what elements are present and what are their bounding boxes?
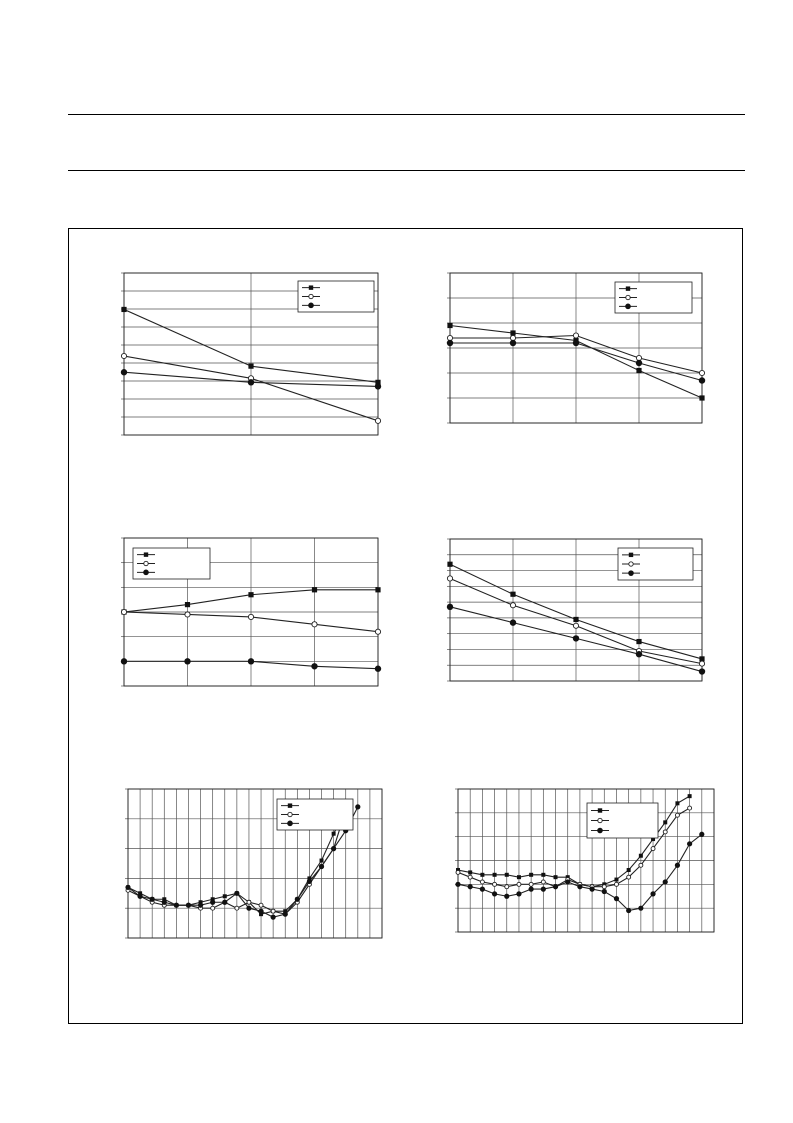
series-3-point — [699, 668, 705, 674]
series-3-point — [650, 891, 655, 896]
series-2-point — [639, 863, 643, 867]
series-3-point — [663, 879, 668, 884]
series-1-point — [510, 330, 515, 335]
series-3-point — [447, 340, 453, 346]
chart-6 — [444, 782, 724, 940]
series-3-point — [248, 379, 254, 385]
series-3-point — [602, 889, 607, 894]
series-3-point — [553, 884, 558, 889]
series-3-point — [184, 658, 190, 664]
legend-marker-2 — [626, 295, 630, 299]
series-1-point — [627, 868, 631, 872]
series-3-point — [137, 894, 142, 899]
series-2-point — [211, 906, 215, 910]
legend — [618, 548, 693, 580]
series-3-point — [510, 619, 516, 625]
series-3-point — [699, 377, 705, 383]
series-3-point — [468, 884, 473, 889]
series-2-point — [375, 418, 380, 423]
series-3-point — [699, 832, 704, 837]
series-1-point — [332, 832, 336, 836]
series-3-point — [331, 846, 336, 851]
series-2-point — [699, 370, 704, 375]
series-3-point — [210, 900, 215, 905]
series-3-point — [311, 663, 317, 669]
series-3-point — [510, 340, 516, 346]
series-3-point — [573, 635, 579, 641]
series-2-point — [247, 900, 251, 904]
series-3-point — [638, 906, 643, 911]
series-1-point — [185, 602, 190, 607]
legend-marker-1 — [144, 552, 148, 556]
series-2-point — [663, 830, 667, 834]
series-3-point — [573, 340, 579, 346]
series-3-point — [258, 909, 263, 914]
series-3-point — [121, 658, 127, 664]
legend-marker-3 — [287, 821, 293, 827]
series-2-point — [456, 870, 460, 874]
legend-marker-3 — [597, 828, 603, 834]
series-2-point — [699, 661, 704, 666]
series-3-point — [162, 900, 167, 905]
series-2-point — [627, 875, 631, 879]
series-2-point — [259, 903, 263, 907]
chart-3 — [110, 532, 390, 697]
header-rule-top — [68, 114, 745, 115]
series-2-point — [651, 847, 655, 851]
series-2-point — [271, 909, 275, 913]
chart-2 — [436, 266, 716, 431]
series-3-point — [355, 804, 360, 809]
series-2-point — [505, 885, 509, 889]
series-1-point — [447, 323, 452, 328]
legend — [277, 799, 353, 830]
legend — [133, 548, 210, 579]
series-3-point — [246, 906, 251, 911]
series-2-point — [493, 882, 497, 886]
series-3-point — [577, 884, 582, 889]
series-1-point — [248, 592, 253, 597]
series-2-point — [573, 623, 578, 628]
series-2-point — [235, 906, 239, 910]
series-2-point — [185, 612, 190, 617]
series-1-point — [614, 878, 618, 882]
legend-marker-1 — [629, 553, 633, 557]
legend-marker-1 — [288, 803, 292, 807]
legend — [298, 281, 374, 312]
series-1-point — [312, 587, 317, 592]
series-3-point — [565, 879, 570, 884]
series-3-point — [675, 863, 680, 868]
series-3-point — [234, 891, 239, 896]
series-3-point — [271, 915, 276, 920]
series-3-point — [626, 908, 631, 913]
series-1-point — [510, 592, 515, 597]
series-3-point — [504, 894, 509, 899]
legend-marker-2 — [629, 562, 633, 566]
chart-5 — [114, 782, 394, 947]
legend-marker-3 — [625, 304, 631, 310]
series-2-point — [248, 614, 253, 619]
series-2-point — [675, 813, 679, 817]
series-2-point — [447, 576, 452, 581]
series-2-point — [468, 875, 472, 879]
series-3-point — [636, 651, 642, 657]
series-3-point — [687, 841, 692, 846]
series-2-point — [529, 882, 533, 886]
series-3-point — [447, 604, 453, 610]
legend-marker-2 — [309, 294, 313, 298]
series-3-point — [174, 903, 179, 908]
series-1-point — [505, 873, 509, 877]
series-2-point — [121, 609, 126, 614]
series-3-point — [283, 912, 288, 917]
series-2-point — [614, 882, 618, 886]
series-1-point — [636, 368, 641, 373]
series-1-point — [573, 617, 578, 622]
series-3-point — [121, 369, 127, 375]
series-3-point — [492, 891, 497, 896]
legend-marker-1 — [626, 286, 630, 290]
series-3-point — [375, 383, 381, 389]
legend-marker-3 — [308, 303, 314, 309]
series-3-point — [529, 887, 534, 892]
series-1-point — [699, 395, 704, 400]
series-3-point — [150, 897, 155, 902]
series-1-point — [688, 794, 692, 798]
legend-marker-3 — [143, 570, 149, 576]
series-1-point — [223, 894, 227, 898]
header-rule-bottom — [68, 170, 745, 171]
legend-marker-1 — [598, 808, 602, 812]
series-1-point — [636, 639, 641, 644]
series-2-point — [573, 333, 578, 338]
series-2-point — [480, 880, 484, 884]
legend — [615, 282, 692, 313]
series-1-point — [554, 875, 558, 879]
series-3-point — [589, 887, 594, 892]
series-2-point — [312, 622, 317, 627]
series-1-point — [248, 364, 253, 369]
series-3-point — [125, 885, 130, 890]
series-3-point — [375, 666, 381, 672]
series-1-point — [468, 870, 472, 874]
series-2-point — [541, 880, 545, 884]
series-2-point — [602, 885, 606, 889]
plot-grid — [455, 789, 714, 932]
series-2-point — [517, 882, 521, 886]
chart-1 — [110, 266, 390, 444]
series-3-point — [319, 864, 324, 869]
series-1-point — [320, 859, 324, 863]
legend-marker-2 — [288, 812, 292, 816]
legend — [587, 803, 658, 838]
series-1-point — [121, 307, 126, 312]
legend-marker-1 — [309, 285, 313, 289]
series-1-point — [447, 562, 452, 567]
series-3-point — [295, 897, 300, 902]
legend-marker-2 — [598, 818, 602, 822]
series-1-point — [541, 873, 545, 877]
series-3-point — [248, 658, 254, 664]
series-2-point — [375, 629, 380, 634]
series-2-point — [688, 806, 692, 810]
series-1-point — [493, 873, 497, 877]
series-3-point — [186, 903, 191, 908]
series-3-point — [636, 360, 642, 366]
series-2-point — [121, 353, 126, 358]
series-3-point — [222, 900, 227, 905]
series-3-point — [198, 903, 203, 908]
series-1-point — [675, 801, 679, 805]
series-3-point — [614, 896, 619, 901]
legend-marker-3 — [628, 570, 634, 576]
series-3-point — [541, 887, 546, 892]
series-1-point — [663, 820, 667, 824]
series-3-point — [307, 879, 312, 884]
series-1-point — [639, 854, 643, 858]
series-1-point — [480, 873, 484, 877]
chart-4 — [436, 532, 716, 690]
legend-marker-2 — [144, 561, 148, 565]
series-3-point — [480, 887, 485, 892]
series-2-point — [510, 603, 515, 608]
series-3-point — [516, 891, 521, 896]
series-1-point — [529, 873, 533, 877]
series-1-point — [375, 587, 380, 592]
series-3-point — [455, 882, 460, 887]
series-1-point — [517, 875, 521, 879]
